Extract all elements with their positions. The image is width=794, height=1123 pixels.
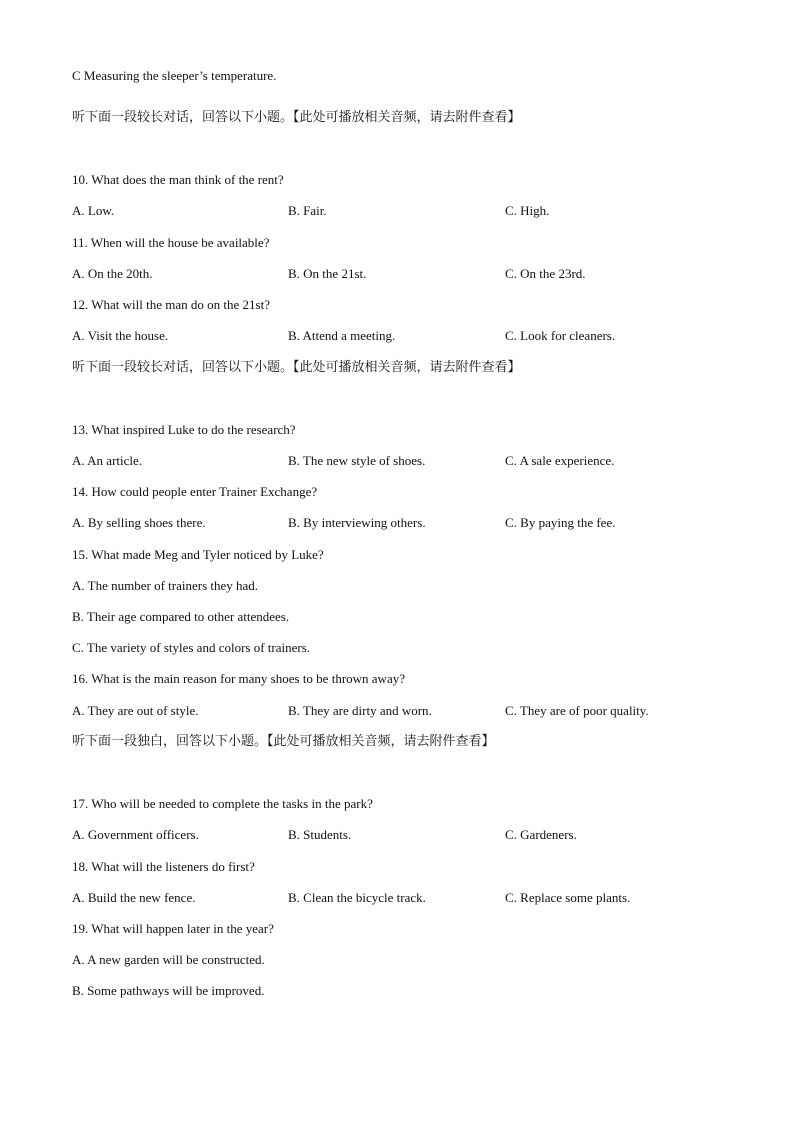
question-17: 17. Who will be needed to complete the tasks in the park? <box>72 796 373 811</box>
option-17-b: B. Students. <box>288 827 352 842</box>
option-10-a: A. Low. <box>72 203 115 218</box>
option-15-c: C. The variety of styles and colors of trainers. <box>72 640 311 655</box>
option-11-a: A. On the 20th. <box>72 266 153 281</box>
option-13-a: A. An article. <box>72 453 143 468</box>
option-11-c: C. On the 23rd. <box>505 266 586 281</box>
option-12-b: B. Attend a meeting. <box>288 328 396 343</box>
question-13: 13. What inspired Luke to do the research? <box>72 422 296 437</box>
question-18: 18. What will the listeners do first? <box>72 859 255 874</box>
option-13-b: B. The new style of shoes. <box>288 453 426 468</box>
option-17-c: C. Gardeners. <box>505 827 577 842</box>
section-instruction-2: 听下面一段较长对话，回答以下小题。【此处可播放相关音频，请去附件查看】 <box>72 360 521 375</box>
monologue-instruction: 听下面一段独白，回答以下小题。【此处可播放相关音频，请去附件查看】 <box>72 734 495 749</box>
option-15-b: B. Their age compared to other attendees. <box>72 609 290 624</box>
option-15-a: A. The number of trainers they had. <box>72 578 259 593</box>
option-12-c: C. Look for cleaners. <box>505 328 616 343</box>
question-19: 19. What will happen later in the year? <box>72 921 274 936</box>
question-15: 15. What made Meg and Tyler noticed by Luke? <box>72 547 324 562</box>
option-14-c: C. By paying the fee. <box>505 515 616 530</box>
question-14: 14. How could people enter Trainer Exchange? <box>72 484 318 499</box>
option-14-b: B. By interviewing others. <box>288 515 426 530</box>
intro-option-c: C Measuring the sleeper’s temperature. <box>72 68 277 83</box>
option-14-a: A. By selling shoes there. <box>72 515 206 530</box>
option-13-c: C. A sale experience. <box>505 453 615 468</box>
option-18-a: A. Build the new fence. <box>72 890 196 905</box>
question-11: 11. When will the house be available? <box>72 235 270 250</box>
option-18-b: B. Clean the bicycle track. <box>288 890 426 905</box>
question-10: 10. What does the man think of the rent? <box>72 172 284 187</box>
option-17-a: A. Government officers. <box>72 827 199 842</box>
option-18-c: C. Replace some plants. <box>505 890 631 905</box>
option-16-b: B. They are dirty and worn. <box>288 703 432 718</box>
section-instruction-1: 听下面一段较长对话，回答以下小题。【此处可播放相关音频，请去附件查看】 <box>72 110 521 125</box>
option-19-b: B. Some pathways will be improved. <box>72 983 265 998</box>
option-10-c: C. High. <box>505 203 550 218</box>
question-12: 12. What will the man do on the 21st? <box>72 297 270 312</box>
option-16-c: C. They are of poor quality. <box>505 703 649 718</box>
option-12-a: A. Visit the house. <box>72 328 169 343</box>
option-10-b: B. Fair. <box>288 203 327 218</box>
option-16-a: A. They are out of style. <box>72 703 199 718</box>
question-16: 16. What is the main reason for many shoes to be thrown away? <box>72 671 405 686</box>
option-11-b: B. On the 21st. <box>288 266 367 281</box>
option-19-a: A. A new garden will be constructed. <box>72 952 265 967</box>
